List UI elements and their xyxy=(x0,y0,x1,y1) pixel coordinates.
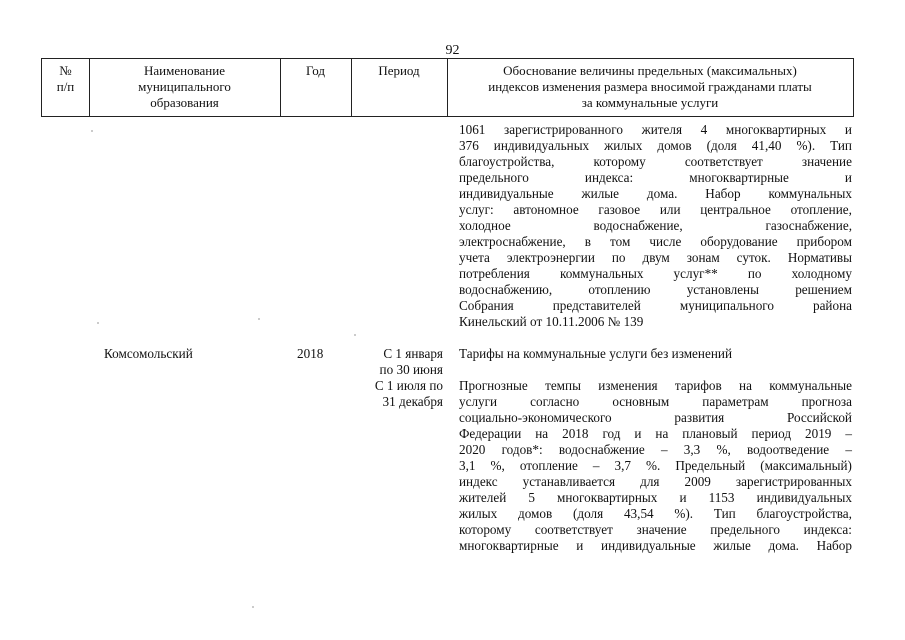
text-line xyxy=(459,186,852,202)
word: 43,54 xyxy=(623,506,654,521)
word: индекс xyxy=(459,474,498,489)
word: устанавливается xyxy=(522,474,616,489)
word: Прогнозные xyxy=(459,378,528,393)
period-line: С 1 июля по xyxy=(374,378,443,393)
word: домов xyxy=(657,138,692,153)
word: и xyxy=(634,426,642,441)
word: коммунальные xyxy=(769,378,852,393)
header-municipality xyxy=(89,63,280,111)
word: %, xyxy=(490,458,505,473)
word: соответствует xyxy=(534,522,613,537)
word: индекса: xyxy=(584,170,634,185)
word: домов xyxy=(518,506,553,521)
word: Тип xyxy=(830,138,852,153)
word: социально-экономического xyxy=(459,410,612,425)
header-municipality-line: Наименование xyxy=(144,63,225,78)
scan-speck xyxy=(91,130,93,132)
word: 2019 xyxy=(805,426,832,441)
scan-speck xyxy=(252,606,254,608)
word: – xyxy=(845,442,852,457)
word: соответствует xyxy=(684,154,763,169)
word: Предельный xyxy=(675,458,746,473)
word: коммунальных xyxy=(559,266,644,281)
scan-speck xyxy=(97,322,99,324)
word: %). xyxy=(674,506,694,521)
word: 376 xyxy=(459,138,479,153)
word: водоснабжение xyxy=(558,442,645,457)
word: 3,1 xyxy=(459,458,476,473)
word: от xyxy=(530,314,546,329)
word: (доля xyxy=(706,138,737,153)
word: 1153 xyxy=(708,490,735,505)
text-line xyxy=(459,458,852,474)
word: учета xyxy=(459,250,490,265)
page-number: 92 xyxy=(445,43,460,58)
word: 10.11.2006 xyxy=(545,314,608,329)
word: и xyxy=(844,122,852,137)
text-line xyxy=(459,202,852,218)
word: жителя xyxy=(641,122,683,137)
word: – xyxy=(592,458,600,473)
word: 1061 xyxy=(459,122,486,137)
word: дома. xyxy=(768,538,799,553)
basis-second-half xyxy=(459,378,852,554)
text-line xyxy=(459,426,852,442)
word: № xyxy=(607,314,624,329)
period-line: С 1 января xyxy=(383,346,443,361)
word: прибором xyxy=(796,234,852,249)
text-line xyxy=(459,474,852,490)
word: 41,40 xyxy=(751,138,782,153)
text-line xyxy=(459,442,852,458)
text-line xyxy=(459,282,852,298)
header-basis xyxy=(447,63,853,111)
word: муниципального xyxy=(679,298,774,313)
word: электроэнергии xyxy=(506,250,595,265)
word: плановый xyxy=(682,426,738,441)
word: по xyxy=(611,250,626,265)
text-line xyxy=(459,314,852,330)
text-line xyxy=(459,122,852,138)
word: 5 xyxy=(528,490,535,505)
word: центральное xyxy=(700,202,771,217)
word: многоквартирных xyxy=(557,490,658,505)
scan-speck xyxy=(354,334,356,336)
word: благоустройства, xyxy=(756,506,852,521)
text-line xyxy=(459,538,852,554)
word: 139 xyxy=(623,314,644,329)
word: потребления xyxy=(459,266,530,281)
word: индекса: xyxy=(803,522,852,537)
word: водоснабжение, xyxy=(593,218,683,233)
word: отоплению xyxy=(588,282,651,297)
word: жилых xyxy=(459,506,498,521)
word: 4 xyxy=(700,122,708,137)
word: значение xyxy=(801,154,852,169)
word: прогноза xyxy=(801,394,852,409)
word: – xyxy=(845,426,852,441)
text-line xyxy=(459,394,852,410)
text-line xyxy=(459,490,852,506)
word: услуг** xyxy=(673,266,718,281)
word: газоснабжение, xyxy=(765,218,852,233)
word: многоквартирные xyxy=(689,170,789,185)
text-line xyxy=(459,154,852,170)
word: и xyxy=(679,490,687,505)
header-basis-line: индексов изменения размера вносимой гражданами платы xyxy=(488,79,812,94)
text-line xyxy=(459,298,852,314)
word: (доля xyxy=(573,506,604,521)
word: услуг: xyxy=(459,202,494,217)
period-second-half xyxy=(345,378,443,410)
word: решением xyxy=(795,282,852,297)
text-line xyxy=(459,378,852,394)
header-number-line: № xyxy=(59,63,72,78)
word: темпы xyxy=(545,378,581,393)
word: отопление, xyxy=(790,202,852,217)
word: многоквартирные xyxy=(459,538,559,553)
text-line xyxy=(459,506,852,522)
word: жилые xyxy=(581,186,620,201)
word: – xyxy=(660,442,668,457)
scan-speck xyxy=(258,318,260,320)
word: тарифов xyxy=(674,378,722,393)
word: предельного xyxy=(459,170,529,185)
word: Нормативы xyxy=(787,250,852,265)
word: (максимальный) xyxy=(760,458,852,473)
word: индивидуальные xyxy=(601,538,696,553)
word: значение xyxy=(636,522,687,537)
text-line xyxy=(459,266,852,282)
word: жилые xyxy=(713,538,751,553)
word: Собрания xyxy=(459,298,514,313)
text-line xyxy=(459,138,852,154)
word: предельного xyxy=(710,522,781,537)
word: газовое xyxy=(598,202,641,217)
word: района xyxy=(812,298,852,313)
word: для xyxy=(640,474,660,489)
word: представителей xyxy=(552,298,641,313)
word: на xyxy=(535,426,549,441)
word: в xyxy=(584,234,591,249)
word: и xyxy=(576,538,584,553)
word: коммунальных xyxy=(768,186,852,201)
word: по xyxy=(747,266,762,281)
word: на xyxy=(655,426,669,441)
word: 2020 xyxy=(459,442,486,457)
word: благоустройства, xyxy=(459,154,555,169)
word: услуги xyxy=(459,394,498,409)
municipality-name: Комсомольский xyxy=(104,346,193,361)
text-line xyxy=(459,170,852,186)
word: 2009 xyxy=(684,474,711,489)
text-line xyxy=(459,234,852,250)
text-line xyxy=(459,250,852,266)
word: электроснабжение, xyxy=(459,234,566,249)
header-number xyxy=(42,63,89,95)
header-municipality-line: образования xyxy=(150,95,219,110)
word: 3,7 xyxy=(614,458,631,473)
word: %. xyxy=(646,458,661,473)
table-header xyxy=(41,58,854,117)
word: двум xyxy=(642,250,670,265)
word: холодному xyxy=(791,266,852,281)
word: суток. xyxy=(736,250,771,265)
header-basis-line: за коммунальные услуги xyxy=(581,95,719,110)
word: которому xyxy=(593,154,646,169)
header-number-line: п/п xyxy=(56,79,75,94)
word: индивидуальных xyxy=(756,490,852,505)
word: индивидуальных xyxy=(493,138,590,153)
year-value: 2018 xyxy=(297,346,324,361)
word: %, xyxy=(716,442,731,457)
text-line xyxy=(459,410,852,426)
word: зарегистрированного xyxy=(504,122,623,137)
word: числе xyxy=(649,234,682,249)
word: годов*: xyxy=(501,442,543,457)
period-first-half xyxy=(345,346,443,378)
word: водоотведение xyxy=(746,442,830,457)
text-line xyxy=(459,218,852,234)
period-line: 31 декабря xyxy=(382,394,443,409)
word: период xyxy=(751,426,792,441)
word: Федерации xyxy=(459,426,522,441)
word: том xyxy=(610,234,631,249)
word: Набор xyxy=(705,186,741,201)
continuation-paragraph xyxy=(459,122,852,330)
word: зарегистрированных xyxy=(735,474,852,489)
word: отопление xyxy=(519,458,578,473)
word: 2018 xyxy=(562,426,589,441)
word: и xyxy=(844,170,852,185)
period-line: по 30 июня xyxy=(379,362,443,377)
word: установлены xyxy=(686,282,759,297)
word: жилых xyxy=(604,138,643,153)
word: холодное xyxy=(459,218,511,233)
word: Кинельский xyxy=(459,314,531,329)
text-line xyxy=(459,522,852,538)
header-period: Период xyxy=(378,63,420,78)
word: год xyxy=(602,426,621,441)
word: изменения xyxy=(598,378,658,393)
word: которому xyxy=(459,522,512,537)
word: параметрам xyxy=(702,394,769,409)
word: водоснабжению, xyxy=(459,282,553,297)
word: многоквартирных xyxy=(725,122,827,137)
word: %). xyxy=(796,138,816,153)
word: основным xyxy=(612,394,670,409)
header-year: Год xyxy=(305,63,326,78)
header-municipality-line: муниципального xyxy=(138,79,231,94)
word: автономное xyxy=(513,202,579,217)
word: Тип xyxy=(713,506,736,521)
header-basis-line: Обоснование величины предельных (максимальных) xyxy=(503,63,797,78)
word: на xyxy=(739,378,752,393)
word: или xyxy=(659,202,681,217)
word: жителей xyxy=(459,490,507,505)
word: оборудование xyxy=(700,234,778,249)
word: 3,3 xyxy=(683,442,701,457)
word: Российской xyxy=(787,410,852,425)
word: Набор xyxy=(816,538,852,553)
word: зонам xyxy=(686,250,720,265)
word: развития xyxy=(674,410,725,425)
word: согласно xyxy=(530,394,580,409)
basis-first-half: Тарифы на коммунальные услуги без изменений xyxy=(459,346,732,361)
word: индивидуальные xyxy=(459,186,554,201)
word: дома. xyxy=(646,186,678,201)
